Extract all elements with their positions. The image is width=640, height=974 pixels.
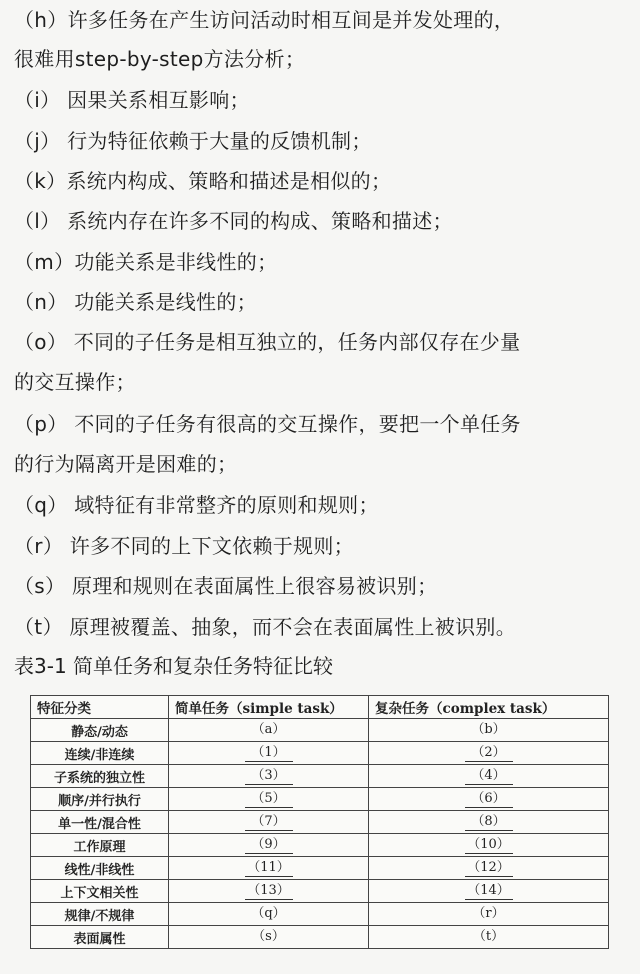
text-line: （k）系统内构成、策略和描述是相似的； [14, 169, 392, 193]
table-row [31, 834, 609, 857]
cell-simple-text: （3） [245, 768, 293, 785]
cell-complex [369, 834, 609, 857]
cell-simple [169, 880, 369, 903]
cell-simple-text: （13） [245, 883, 293, 900]
cell-simple [169, 811, 369, 834]
text-line: （n） 功能关系是线性的； [14, 290, 257, 314]
cell-complex-text: （4） [465, 768, 513, 785]
table-row [31, 903, 609, 926]
table-row [31, 880, 609, 903]
table-row [31, 926, 609, 949]
cell-simple [169, 903, 369, 926]
cell-complex-text: （2） [465, 745, 513, 762]
text-line: 的交互操作； [14, 370, 136, 394]
text-line: （o） 不同的子任务是相互独立的，任务内部仅存在少量 [14, 330, 521, 354]
cell-complex-text: （6） [465, 791, 513, 808]
cell-feature-text: 子系统的独立性 [53, 770, 145, 786]
table-row [31, 719, 609, 742]
cell-complex [369, 880, 609, 903]
cell-feature-text: 表面属性 [73, 931, 126, 947]
cell-feature [31, 719, 169, 742]
cell-simple [169, 926, 369, 949]
text-line: （r） 许多不同的上下文依赖于规则； [14, 534, 354, 558]
cell-simple-text: （11） [245, 860, 293, 877]
text-line: （h）许多任务在产生访问活动时相互间是并发处理的， [14, 8, 515, 32]
text-line: （m）功能关系是非线性的； [14, 250, 278, 274]
cell-simple [169, 788, 369, 811]
cell-feature-text: 顺序/并行执行 [58, 793, 141, 809]
cell-simple-text: （5） [245, 791, 293, 808]
cell-complex-text: （t） [472, 929, 505, 944]
cell-complex-text: （r） [472, 906, 505, 921]
table-caption: 表3-1 简单任务和复杂任务特征比较 [14, 654, 334, 678]
cell-feature [31, 926, 169, 949]
cell-feature [31, 834, 169, 857]
text-line: （q） 域特征有非常整齐的原则和规则； [14, 493, 379, 517]
cell-complex-text: （b） [471, 722, 506, 737]
table-header-row [31, 696, 609, 719]
cell-complex [369, 765, 609, 788]
table-row [31, 788, 609, 811]
cell-feature [31, 811, 169, 834]
cell-simple [169, 834, 369, 857]
feature-comparison-table [30, 695, 609, 949]
cell-feature [31, 765, 169, 788]
cell-simple-text: （s） [252, 929, 285, 944]
cell-feature [31, 857, 169, 880]
cell-complex [369, 742, 609, 765]
text-line: （t） 原理被覆盖、抽象，而不会在表面属性上被识别。 [14, 615, 516, 639]
cell-complex [369, 926, 609, 949]
cell-feature [31, 742, 169, 765]
text-line: （p） 不同的子任务有很高的交互操作，要把一个单任务 [14, 412, 521, 436]
cell-complex [369, 788, 609, 811]
cell-feature-text: 工作原理 [73, 839, 126, 855]
cell-complex-text: （10） [465, 837, 513, 854]
cell-simple [169, 765, 369, 788]
cell-feature [31, 903, 169, 926]
cell-feature-text: 静态/动态 [71, 724, 128, 740]
table-row [31, 742, 609, 765]
cell-feature [31, 880, 169, 903]
cell-simple-text: （1） [245, 745, 293, 762]
table-row [31, 765, 609, 788]
cell-simple [169, 719, 369, 742]
cell-feature [31, 788, 169, 811]
text-line: （j） 行为特征依赖于大量的反馈机制； [14, 129, 372, 153]
cell-feature-text: 单一性/混合性 [58, 816, 141, 832]
cell-simple-text: （9） [245, 837, 293, 854]
cell-feature-text: 连续/非连续 [64, 747, 135, 763]
header-complex-task: 复杂任务（complex task） [369, 696, 609, 719]
text-line: （i） 因果关系相互影响； [14, 88, 250, 112]
cell-complex-text: （8） [465, 814, 513, 831]
table-body [31, 719, 609, 949]
table-row [31, 857, 609, 880]
cell-feature-text: 规律/不规律 [64, 908, 135, 924]
text-line: 的行为隔离开是困难的； [14, 452, 238, 476]
cell-simple-text: （q） [251, 906, 286, 921]
cell-simple-text: （a） [251, 722, 286, 737]
text-line: （s） 原理和规则在表面属性上很容易被识别； [14, 574, 438, 598]
table-row [31, 811, 609, 834]
cell-complex-text: （14） [465, 883, 513, 900]
cell-complex [369, 811, 609, 834]
cell-complex-text: （12） [465, 860, 513, 877]
cell-feature-text: 上下文相关性 [60, 885, 139, 901]
cell-complex [369, 719, 609, 742]
cell-complex [369, 903, 609, 926]
cell-simple [169, 857, 369, 880]
cell-simple-text: （7） [245, 814, 293, 831]
text-line: 很难用step-by-step方法分析； [14, 47, 306, 71]
text-line: （l） 系统内存在许多不同的构成、策略和描述； [14, 209, 453, 233]
cell-feature-text: 线性/非线性 [64, 862, 135, 878]
header-feature: 特征分类 [31, 696, 169, 719]
cell-simple [169, 742, 369, 765]
header-simple-task: 简单任务（simple task） [169, 696, 369, 719]
cell-complex [369, 857, 609, 880]
